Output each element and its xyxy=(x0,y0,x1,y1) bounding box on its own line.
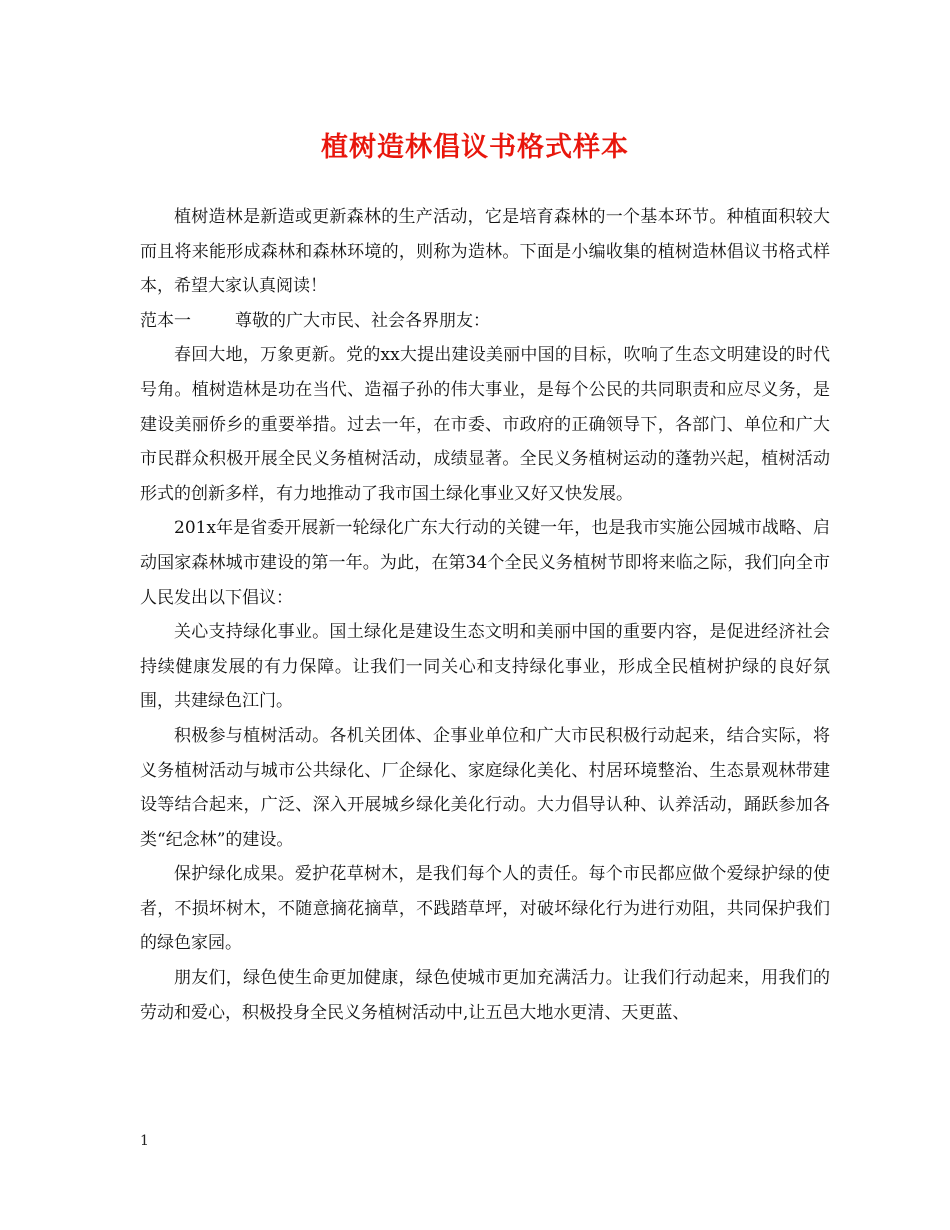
page-number: 1 xyxy=(140,1133,149,1149)
body-paragraph: 积极参与植树活动。各机关团体、企事业单位和广大市民积极行动起来，结合实际，将义务植树活动与城市公共绿化、厂企绿化、家庭绿化美化、村居环境整治、生态景观林带建设等结合起来，广泛、深入开展城乡绿化美化行动。大力倡导认种、认养活动，踊跃参加各类“纪念林”的建设。 xyxy=(140,725,830,850)
intro-paragraph: 植树造林是新造或更新森林的生产活动，它是培育森林的一个基本环节。种植面积较大而且将来能形成森林和森林环境的，则称为造林。下面是小编收集的植树造林倡议书格式样本，希望大家认真阅读！ xyxy=(140,207,830,297)
body-paragraph: 关心支持绿化事业。国土绿化是建设生态文明和美丽中国的重要内容，是促进经济社会持续健康发展的有力保障。让我们一同关心和支持绿化事业，形成全民植树护绿的良好氛围，共建绿色江门。 xyxy=(140,622,830,712)
salutation: 尊敬的广大市民、社会各界朋友： xyxy=(235,310,490,331)
sample-heading-line xyxy=(140,304,830,339)
body-paragraph: 朋友们，绿色使生命更加健康，绿色使城市更加充满活力。让我们行动起来，用我们的劳动和爱心，积极投身全民义务植树活动中,让五邑大地水更清、天更蓝、 xyxy=(140,968,830,1023)
sample-label: 范本一 xyxy=(140,310,191,331)
body-paragraph: 春回大地，万象更新。党的xx大提出建设美丽中国的目标，吹响了生态文明建设的时代号角。植树造林是功在当代、造福子孙的伟大事业，是每个公民的共同职责和应尽义务，是建设美丽侨乡的重要举措。过去一年，在市委、市政府的正确领导下，各部门、单位和广大市民群众积极开展全民义务植树活动，成绩显著。全民义务植树运动的蓬勃兴起，植树活动形式的创新多样，有力地推动了我市国土绿化事业又好又快发展。 xyxy=(140,345,830,504)
body-paragraph: 201x年是省委开展新一轮绿化广东大行动的关键一年，也是我市实施公园城市战略、启动国家森林城市建设的第一年。为此，在第34个全民义务植树节即将来临之际，我们向全市人民发出以下倡议： xyxy=(140,518,830,608)
document-title: 植树造林倡议书格式样本 xyxy=(321,132,629,163)
document-body xyxy=(140,200,830,1030)
body-paragraph: 保护绿化成果。爱护花草树木，是我们每个人的责任。每个市民都应做个爱绿护绿的使者，不损坏树木，不随意摘花摘草，不践踏草坪，对破坏绿化行为进行劝阻，共同保护我们的绿色家园。 xyxy=(140,864,830,954)
